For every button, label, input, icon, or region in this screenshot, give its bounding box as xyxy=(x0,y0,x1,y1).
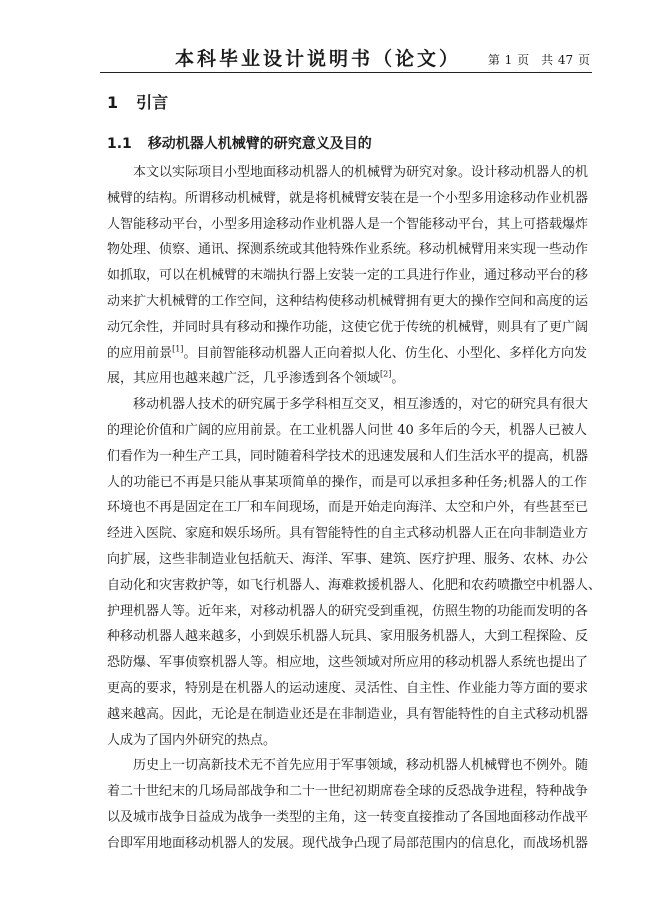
text-line: 人智能移动平台，小型多用途移动作业机器人是一个智能移动平台，其上可搭载爆炸 xyxy=(107,216,589,232)
text-line: 自动化和灾害救护等，如飞行机器人、海难救援机器人、化肥和农药喷撒空中机器人、 xyxy=(107,577,602,593)
text-line: 以及城市战争日益成为战争一类型的主角，这一转变直接推动了各国地面移动作战平 xyxy=(107,809,589,825)
text-line: 们看作为一种生产工具，同时随着科学技术的迅速发展和人们生活水平的提高，机器 xyxy=(107,448,589,464)
text-segment: 。 xyxy=(391,371,405,387)
text-line: 动冗余性，并同时具有移动和操作功能，这使它优于传统的机械臂，则具有了更广阔 xyxy=(107,319,589,335)
page-number: 第 1 页 共 47 页 xyxy=(487,53,590,67)
document-title: 本科毕业设计说明书（论文） xyxy=(175,48,462,70)
text-line: 更高的要求，特别是在机器人的运动速度、灵活性、自主性、作业能力等方面的要求 xyxy=(107,680,589,696)
text-segment: 。目前智能移动机器人正向着拟人化、仿生化、小型化、多样化方向发 xyxy=(183,345,587,361)
text-line: 如抓取，可以在机械臂的末端执行器上安装一定的工具进行作业，通过移动平台的移 xyxy=(107,268,589,284)
text-line: 着二十世纪末的几场局部战争和二十一世纪初期席卷全球的反恐战争进程，特种战争 xyxy=(107,784,589,800)
text-line: 物处理、侦察、通讯、探测系统或其他特殊作业系统。移动机械臂用来实现一些动作 xyxy=(107,242,589,258)
subsection-number: 1.1 xyxy=(107,136,132,152)
citation-ref: [1] xyxy=(172,344,184,354)
text-line: 移动机器人技术的研究属于多学科相互交叉，相互渗透的，对它的研究具有很大 xyxy=(133,397,589,413)
section-heading xyxy=(107,90,168,113)
text-line: 人的功能已不再是只能从事某项简单的操作，而是可以承担多种任务;机器人的工作 xyxy=(107,474,587,490)
text-line: 动来扩大机械臂的工作空间，这种结构使移动机械臂拥有更大的操作空间和高度的运 xyxy=(107,293,589,309)
text-line: 经进入医院、家庭和娱乐场所。具有智能特性的自主式移动机器人正在向非制造业方 xyxy=(107,526,589,542)
text-line: 本文以实际项目小型地面移动机器人的机械臂为研究对象。设计移动机器人的机 xyxy=(133,165,589,180)
text-line xyxy=(107,341,587,367)
subsection-heading xyxy=(107,133,372,153)
citation-ref: [2] xyxy=(380,370,392,380)
text-line: 历史上一切高新技术无不首先应用于军事领域，移动机器人机械臂也不例外。随 xyxy=(133,758,589,774)
text-line: 恐防爆、军事侦察机器人等。相应地，这些领域对所应用的移动机器人系统也提出了 xyxy=(107,655,589,671)
subsection-title: 移动机器人机械臂的研究意义及目的 xyxy=(147,136,372,152)
section-number: 1 xyxy=(107,93,119,112)
text-line: 的理论价值和广阔的应用前景。在工业机器人问世 40 多年后的今天，机器人已被人 xyxy=(107,422,587,438)
text-line: 械臂的结构。所谓移动机械臂，就是将机械臂安装在是一个小型多用途移动作业机器 xyxy=(107,190,589,206)
section-title: 引言 xyxy=(136,93,169,112)
body-text xyxy=(107,160,602,857)
text-line xyxy=(107,366,587,392)
text-segment: 展，其应用也越来越广泛，几乎渗透到各个领域 xyxy=(107,371,381,387)
text-line: 种移动机器人越来越多，小到娱乐机器人玩具、家用服务机器人，大到工程探险、反 xyxy=(107,629,589,645)
text-line: 台即军用地面移动机器人的发展。现代战争凸现了局部范围内的信息化，而战场机器 xyxy=(107,835,589,851)
text-line: 越来越高。因此，无论是在制造业还是在非制造业，具有智能特性的自主式移动机器 xyxy=(107,706,589,722)
page-header xyxy=(100,40,592,73)
text-segment: 的应用前景 xyxy=(107,345,173,361)
text-line: 环境也不再是固定在工厂和车间现场，而是开始走向海洋、太空和户外，有些甚至已 xyxy=(107,500,589,516)
text-line: 人成为了国内外研究的热点。 xyxy=(107,732,277,748)
text-line: 护理机器人等。近年来，对移动机器人的研究受到重视，仿照生物的功能而发明的各 xyxy=(107,603,589,619)
text-line: 向扩展，这些非制造业包括航天、海洋、军事、建筑、医疗护理、服务、农林、办公 xyxy=(107,551,589,567)
